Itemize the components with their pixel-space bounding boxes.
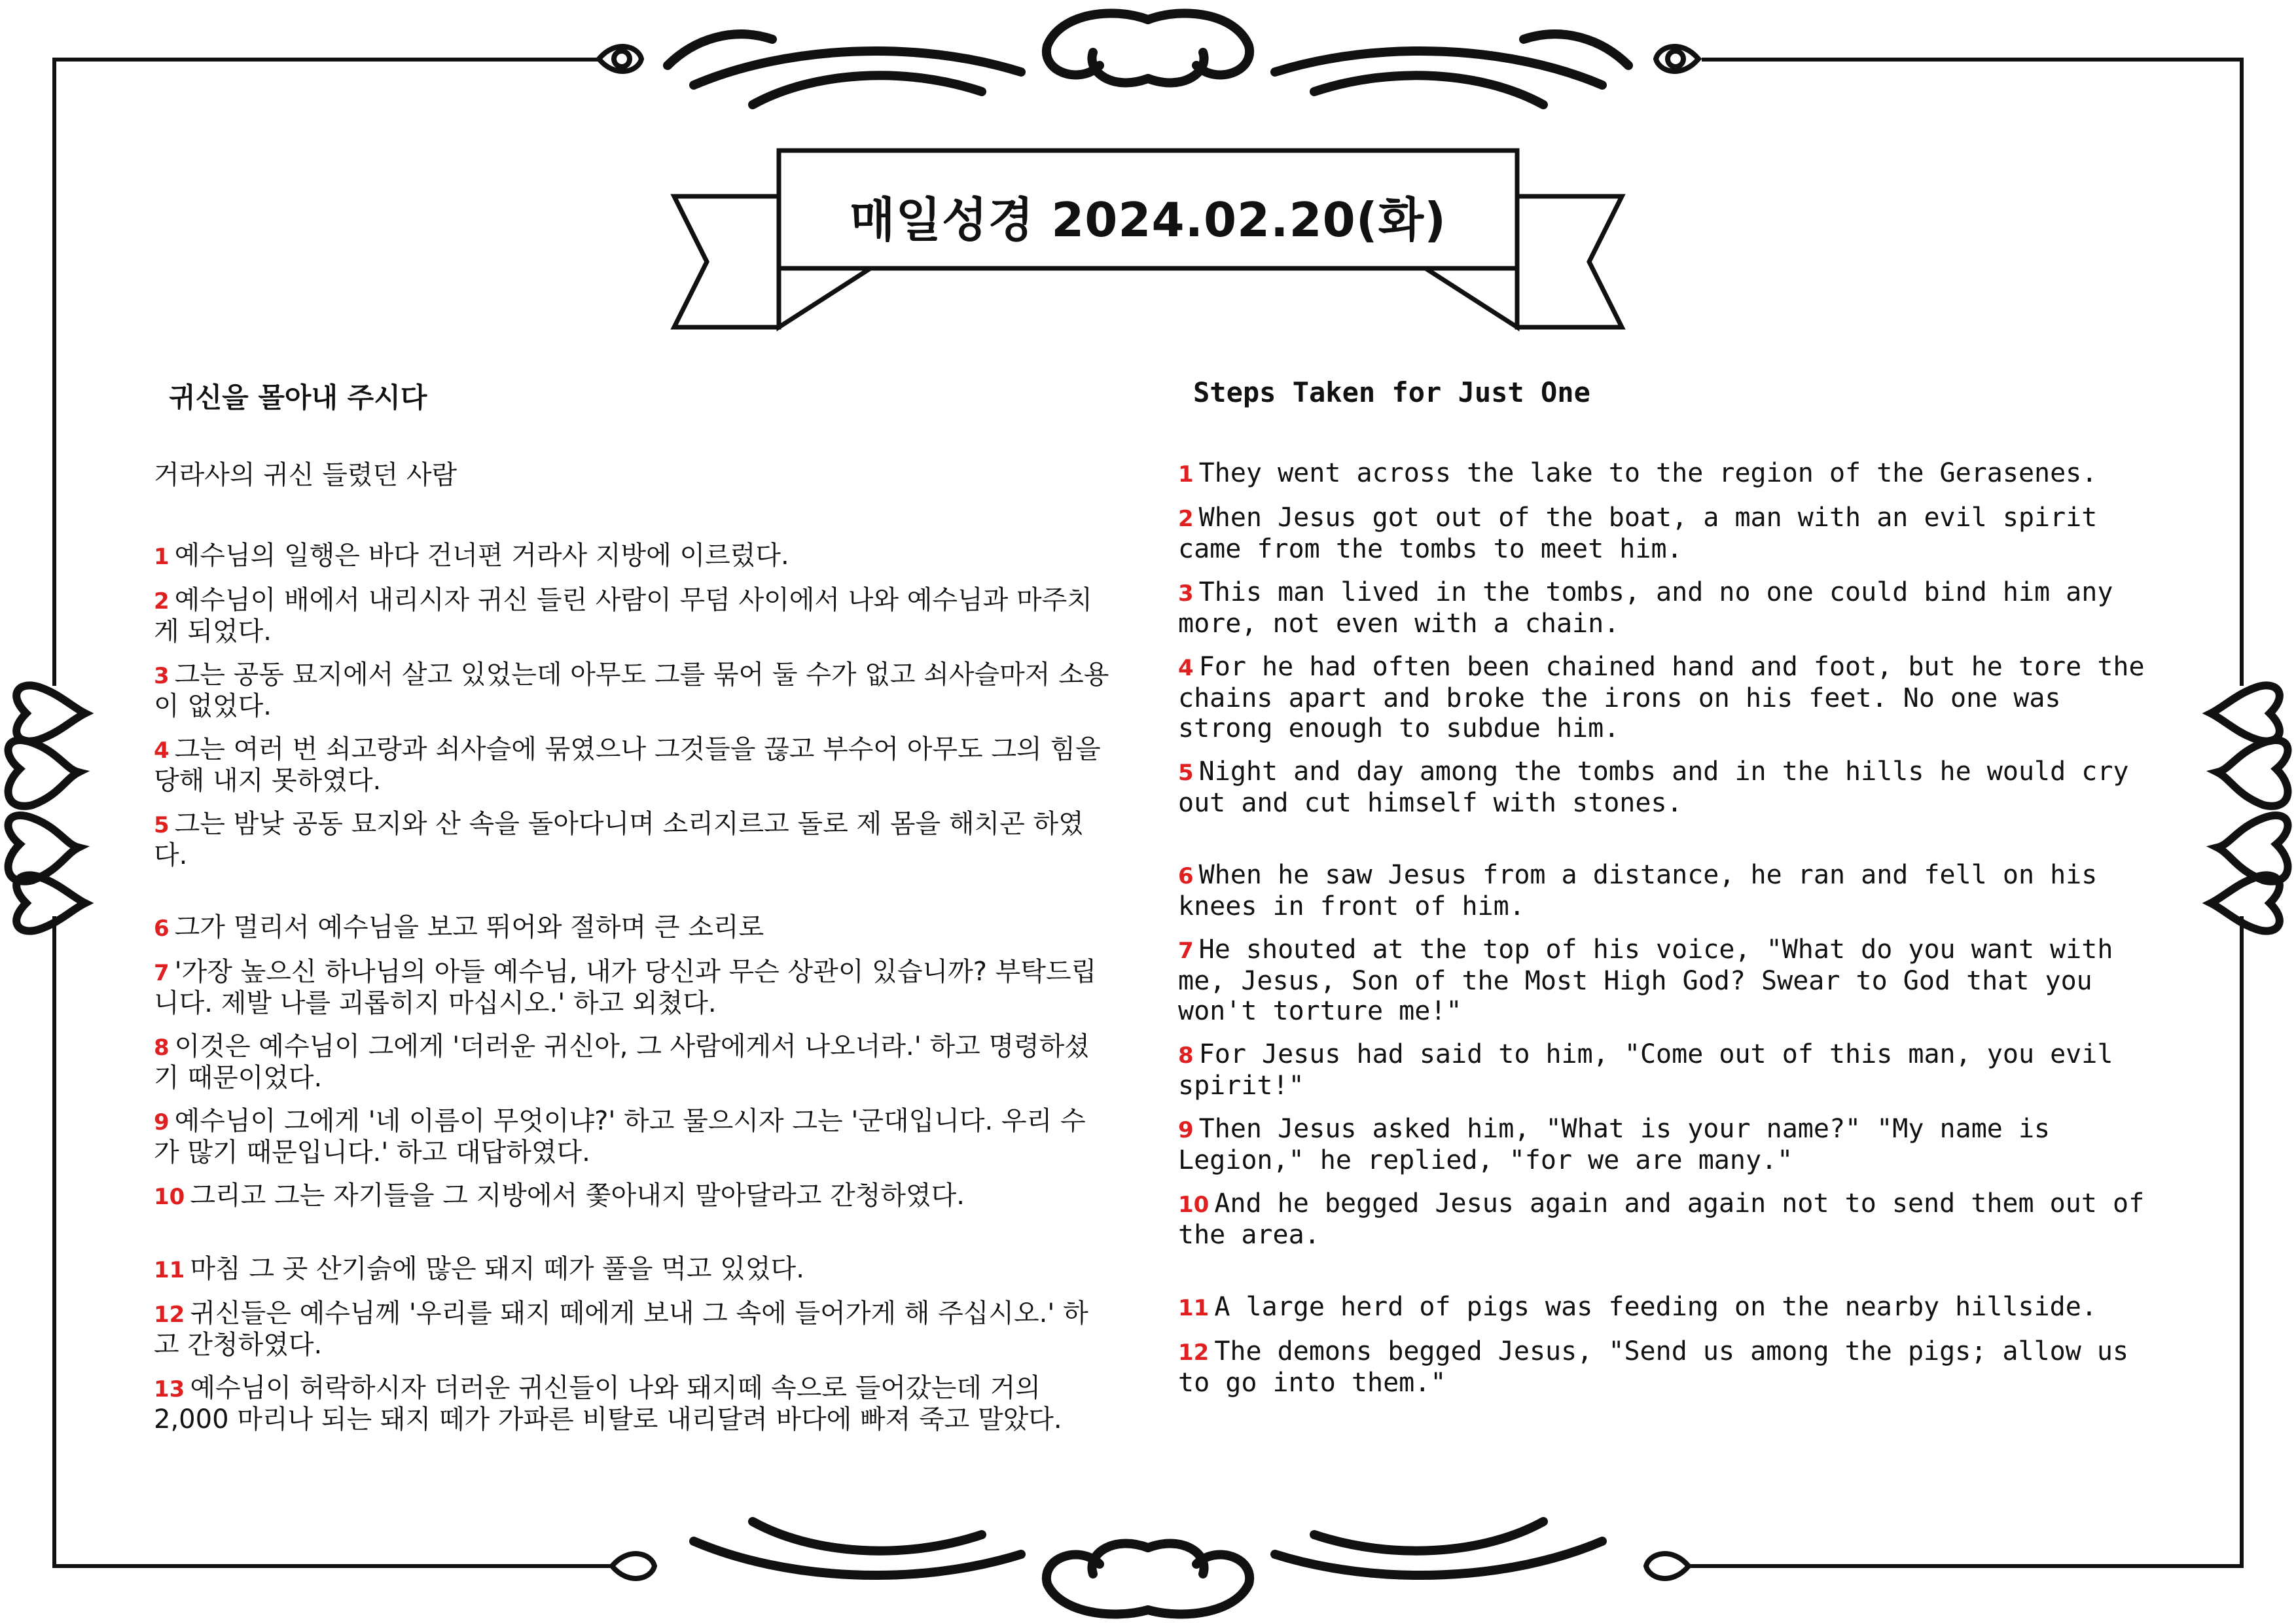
top-left-knot-ornament xyxy=(599,46,641,71)
korean-verse xyxy=(154,809,1109,870)
verse-text: And he begged Jesus again and again not to send them out of the area. xyxy=(1178,1188,2145,1250)
english-verse xyxy=(1178,503,2147,564)
verse-number: 7 xyxy=(1178,938,1194,964)
english-verse xyxy=(1178,757,2147,818)
korean-verse xyxy=(154,1298,1109,1360)
verse-text: 예수님이 배에서 내리시자 귀신 들린 사람이 무덤 사이에서 나와 예수님과 마주치게 되었다. xyxy=(154,585,1092,647)
english-verse xyxy=(1178,860,2147,921)
verse-text: 그는 밤낮 공동 묘지와 산 속을 돌아다니며 소리지르고 돌로 제 몸을 해치곤 하였다. xyxy=(154,809,1084,870)
bottom-left-knot-ornament xyxy=(612,1554,655,1578)
verse-number: 4 xyxy=(154,738,170,764)
english-verse xyxy=(1178,1292,2147,1323)
verse-text: '가장 높으신 하나님의 아들 예수님, 내가 당신과 무슨 상관이 있습니까? 부탁드립니다. 제발 나를 괴롭히지 마십시오.' 하고 외쳤다. xyxy=(154,957,1097,1018)
verse-text: A large herd of pigs was feeding on the nearby hillside. xyxy=(1214,1292,2097,1322)
korean-section-title: 귀신을 몰아내 주시다 xyxy=(169,382,427,414)
english-verse xyxy=(1178,577,2147,639)
korean-verse xyxy=(154,1181,1109,1212)
verse-number: 8 xyxy=(154,1035,170,1061)
verse-number: 11 xyxy=(1178,1295,1210,1321)
verse-number: 5 xyxy=(1178,760,1194,786)
top-right-knot-ornament xyxy=(1656,46,1698,71)
verse-text: 이것은 예수님이 그에게 '더러운 귀신아, 그 사람에게서 나오너라.' 하고 명령하셨기 때문이었다. xyxy=(154,1031,1090,1093)
verse-text: For Jesus had said to him, "Come out of this man, you evil spirit!" xyxy=(1178,1039,2113,1101)
verse-text: For he had often been chained hand and foot, but he tore the chains apart and broke the irons on his feet. No one was strong enough to subdue him. xyxy=(1178,652,2145,743)
verse-text: When Jesus got out of the boat, a man with an evil spirit came from the tombs to meet him. xyxy=(1178,503,2098,564)
english-verse xyxy=(1178,1114,2147,1175)
verse-number: 7 xyxy=(154,960,170,986)
verse-number: 13 xyxy=(154,1376,185,1402)
verse-text: 예수님의 일행은 바다 건너편 거라사 지방에 이르렀다. xyxy=(174,541,789,571)
english-passage xyxy=(1178,458,2147,1411)
left-side-ornament xyxy=(9,685,85,931)
english-verse xyxy=(1178,1336,2147,1398)
verse-number: 1 xyxy=(154,544,170,570)
korean-verse xyxy=(154,957,1109,1018)
english-verse xyxy=(1178,1039,2147,1101)
verse-number: 8 xyxy=(1178,1043,1194,1069)
korean-verse xyxy=(154,1031,1109,1093)
verse-number: 4 xyxy=(1178,655,1194,681)
korean-subtitle: 거라사의 귀신 들렸던 사람 xyxy=(154,460,457,490)
verse-text: 그는 여러 번 쇠고랑과 쇠사슬에 묶였으나 그것들을 끊고 부수어 아무도 그의 힘을 당해 내지 못하였다. xyxy=(154,734,1101,796)
verse-number: 1 xyxy=(1178,461,1194,488)
korean-verse xyxy=(154,912,1109,944)
verse-number: 6 xyxy=(154,916,170,942)
verse-text: Night and day among the tombs and in the hills he would cry out and cut himself with stones. xyxy=(1178,757,2129,818)
verse-text: He shouted at the top of his voice, "What do you want with me, Jesus, Son of the Most High God? Swear to God that you won't torture me!" xyxy=(1178,935,2113,1026)
bottom-scroll-ornament xyxy=(694,1522,1602,1614)
korean-verse xyxy=(154,585,1109,647)
verse-text: 마침 그 곳 산기슭에 많은 돼지 떼가 풀을 먹고 있었다. xyxy=(190,1254,804,1284)
verse-number: 9 xyxy=(154,1109,170,1135)
verse-number: 3 xyxy=(1178,580,1194,607)
verse-text: 그가 멀리서 예수님을 보고 뛰어와 절하며 큰 소리로 xyxy=(174,912,764,942)
verse-number: 11 xyxy=(154,1257,185,1283)
english-verse xyxy=(1178,935,2147,1026)
verse-text: 예수님이 허락하시자 더러운 귀신들이 나와 돼지떼 속으로 들어갔는데 거의 2,000 마리나 되는 돼지 떼가 가파른 비탈로 내리달려 바다에 빠져 죽고 말았다. xyxy=(154,1373,1062,1435)
english-section-title: Steps Taken for Just One xyxy=(1193,376,1590,408)
verse-number: 9 xyxy=(1178,1117,1194,1143)
korean-verse xyxy=(154,1254,1109,1285)
verse-text: 예수님이 그에게 '네 이름이 무엇이냐?' 하고 물으시자 그는 '군대입니다. 우리 수가 많기 때문입니다.' 하고 대답하였다. xyxy=(154,1106,1086,1168)
korean-verse xyxy=(154,1373,1109,1435)
verse-text: When he saw Jesus from a distance, he ran and fell on his knees in front of him. xyxy=(1178,860,2098,921)
bottom-right-knot-ornament xyxy=(1646,1554,1689,1578)
right-side-ornament xyxy=(2211,685,2287,931)
verse-number: 2 xyxy=(1178,506,1194,532)
korean-verse xyxy=(154,734,1109,796)
verse-number: 3 xyxy=(154,663,170,689)
banner-title: 매일성경 2024.02.20(화) xyxy=(849,192,1447,247)
verse-number: 12 xyxy=(154,1302,185,1328)
korean-passage xyxy=(154,458,1109,1448)
korean-verse xyxy=(154,660,1109,721)
verse-number: 10 xyxy=(1178,1192,1210,1218)
korean-verse xyxy=(154,541,1109,572)
verse-number: 10 xyxy=(154,1184,185,1210)
verse-text: The demons begged Jesus, "Send us among the pigs; allow us to go into them." xyxy=(1178,1336,2129,1398)
english-verse xyxy=(1178,458,2147,490)
verse-text: 귀신들은 예수님께 '우리를 돼지 떼에게 보내 그 속에 들어가게 해 주십시오.' 하고 간청하였다. xyxy=(154,1298,1088,1360)
top-scroll-ornament xyxy=(668,13,1628,105)
verse-text: 그리고 그는 자기들을 그 지방에서 쫓아내지 말아달라고 간청하였다. xyxy=(190,1181,965,1211)
english-verse xyxy=(1178,652,2147,743)
korean-verse xyxy=(154,1106,1109,1168)
verse-text: Then Jesus asked him, "What is your name?" "My name is Legion," he replied, "for we are many." xyxy=(1178,1114,2051,1175)
verse-number: 2 xyxy=(154,588,170,615)
english-verse xyxy=(1178,1188,2147,1250)
verse-text: They went across the lake to the region of the Gerasenes. xyxy=(1198,458,2098,488)
verse-text: 그는 공동 묘지에서 살고 있었는데 아무도 그를 묶어 둘 수가 없고 쇠사슬마저 소용이 없었다. xyxy=(154,660,1109,721)
verse-number: 5 xyxy=(154,812,170,838)
verse-text: This man lived in the tombs, and no one could bind him any more, not even with a chain. xyxy=(1178,577,2113,639)
verse-number: 6 xyxy=(1178,863,1194,889)
verse-number: 12 xyxy=(1178,1340,1210,1366)
